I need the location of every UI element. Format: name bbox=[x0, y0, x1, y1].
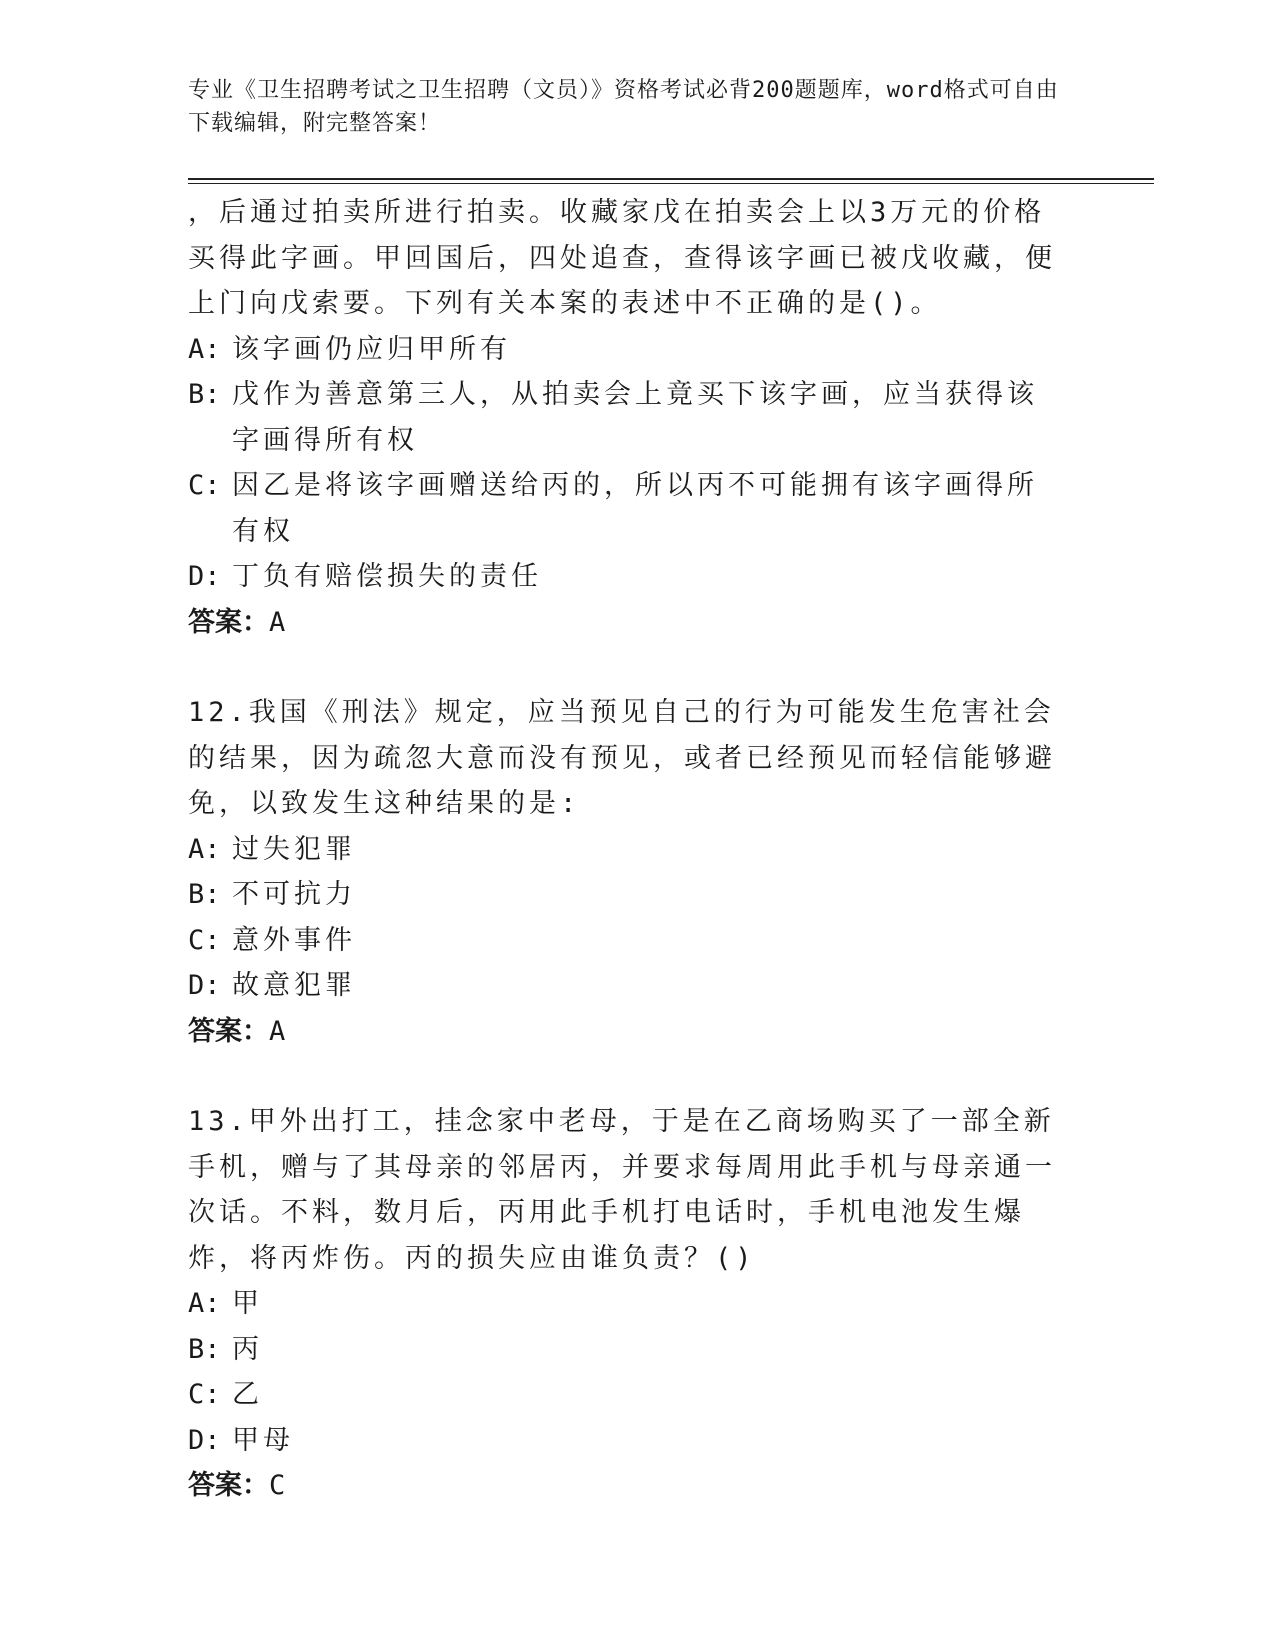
option-b bbox=[188, 872, 1068, 918]
option-text: 丁负有赔偿损失的责任 bbox=[232, 561, 542, 592]
option-letter: A: bbox=[188, 1288, 221, 1319]
option-letter: B: bbox=[188, 1333, 221, 1365]
question-13 bbox=[188, 1099, 1068, 1509]
option-text: 戊作为善意第三人，从拍卖会上竟买下该字画，应当获得该字画得所有权 bbox=[232, 379, 1038, 456]
option-c bbox=[188, 918, 1068, 964]
option-text: 故意犯罪 bbox=[232, 970, 356, 1001]
answer-value: C bbox=[269, 1470, 286, 1501]
document-header: 专业《卫生招聘考试之卫生招聘（文员）》资格考试必背200题题库，word格式可自由下载编辑，附完整答案！ bbox=[188, 78, 1059, 136]
question-text: ，后通过拍卖所进行拍卖。收藏家戊在拍卖会上以3万元的价格买得此字画。甲回国后，四处追查，查得该字画已被戊收藏，便上门向戊索要。下列有关本案的表述中不正确的是()。 bbox=[188, 197, 1056, 319]
option-letter: D: bbox=[188, 561, 221, 592]
option-text: 丙 bbox=[232, 1333, 263, 1365]
option-text: 意外事件 bbox=[232, 924, 356, 956]
option-text: 甲 bbox=[232, 1288, 263, 1319]
answer-label: 答案： bbox=[188, 606, 269, 638]
answer-value: A bbox=[269, 1015, 286, 1047]
option-text: 乙 bbox=[232, 1379, 263, 1410]
option-d bbox=[188, 963, 1068, 1009]
option-letter: B: bbox=[188, 379, 221, 410]
answer-line bbox=[188, 1009, 1068, 1055]
header-rule-thin bbox=[188, 183, 1154, 184]
option-letter: D: bbox=[188, 1424, 221, 1456]
question-text: 12.我国《刑法》规定，应当预见自己的行为可能发生危害社会的结果，因为疏忽大意而没有预见，或者已经预见而轻信能够避免，以致发生这种结果的是: bbox=[188, 697, 1056, 819]
question-12 bbox=[188, 690, 1068, 1054]
option-letter: A: bbox=[188, 333, 221, 365]
option-letter: C: bbox=[188, 470, 221, 501]
option-letter: C: bbox=[188, 924, 221, 956]
option-c bbox=[188, 1372, 1068, 1418]
answer-line bbox=[188, 1463, 1068, 1509]
answer-label: 答案： bbox=[188, 1470, 269, 1501]
option-a bbox=[188, 827, 1068, 873]
answer-value: A bbox=[269, 606, 286, 638]
option-letter: A: bbox=[188, 833, 221, 865]
spacer bbox=[188, 645, 1068, 690]
option-b bbox=[188, 372, 1068, 463]
header-rule-thick bbox=[188, 178, 1154, 180]
option-text: 甲母 bbox=[232, 1424, 294, 1456]
option-text: 过失犯罪 bbox=[232, 833, 356, 865]
option-letter: C: bbox=[188, 1379, 221, 1410]
question-list bbox=[188, 190, 1068, 1509]
option-letter: D: bbox=[188, 970, 221, 1001]
question-11-continued bbox=[188, 190, 1068, 645]
option-text: 不可抗力 bbox=[232, 879, 356, 910]
answer-line bbox=[188, 600, 1068, 646]
spacer bbox=[188, 1054, 1068, 1099]
option-text: 因乙是将该字画赠送给丙的，所以丙不可能拥有该字画得所有权 bbox=[232, 470, 1038, 547]
option-text: 该字画仍应归甲所有 bbox=[232, 333, 511, 365]
option-a bbox=[188, 1281, 1068, 1327]
option-b bbox=[188, 1327, 1068, 1373]
option-d bbox=[188, 1418, 1068, 1464]
question-text: 13.甲外出打工，挂念家中老母，于是在乙商场购买了一部全新手机，赠与了其母亲的邻居丙，并要求每周用此手机与母亲通一次话。不料，数月后，丙用此手机打电话时，手机电池发生爆炸，将丙炸伤。丙的损失应由谁负责？() bbox=[188, 1106, 1056, 1274]
option-c bbox=[188, 463, 1068, 554]
option-a bbox=[188, 327, 1068, 373]
answer-label: 答案： bbox=[188, 1015, 269, 1047]
option-d bbox=[188, 554, 1068, 600]
option-letter: B: bbox=[188, 879, 221, 910]
